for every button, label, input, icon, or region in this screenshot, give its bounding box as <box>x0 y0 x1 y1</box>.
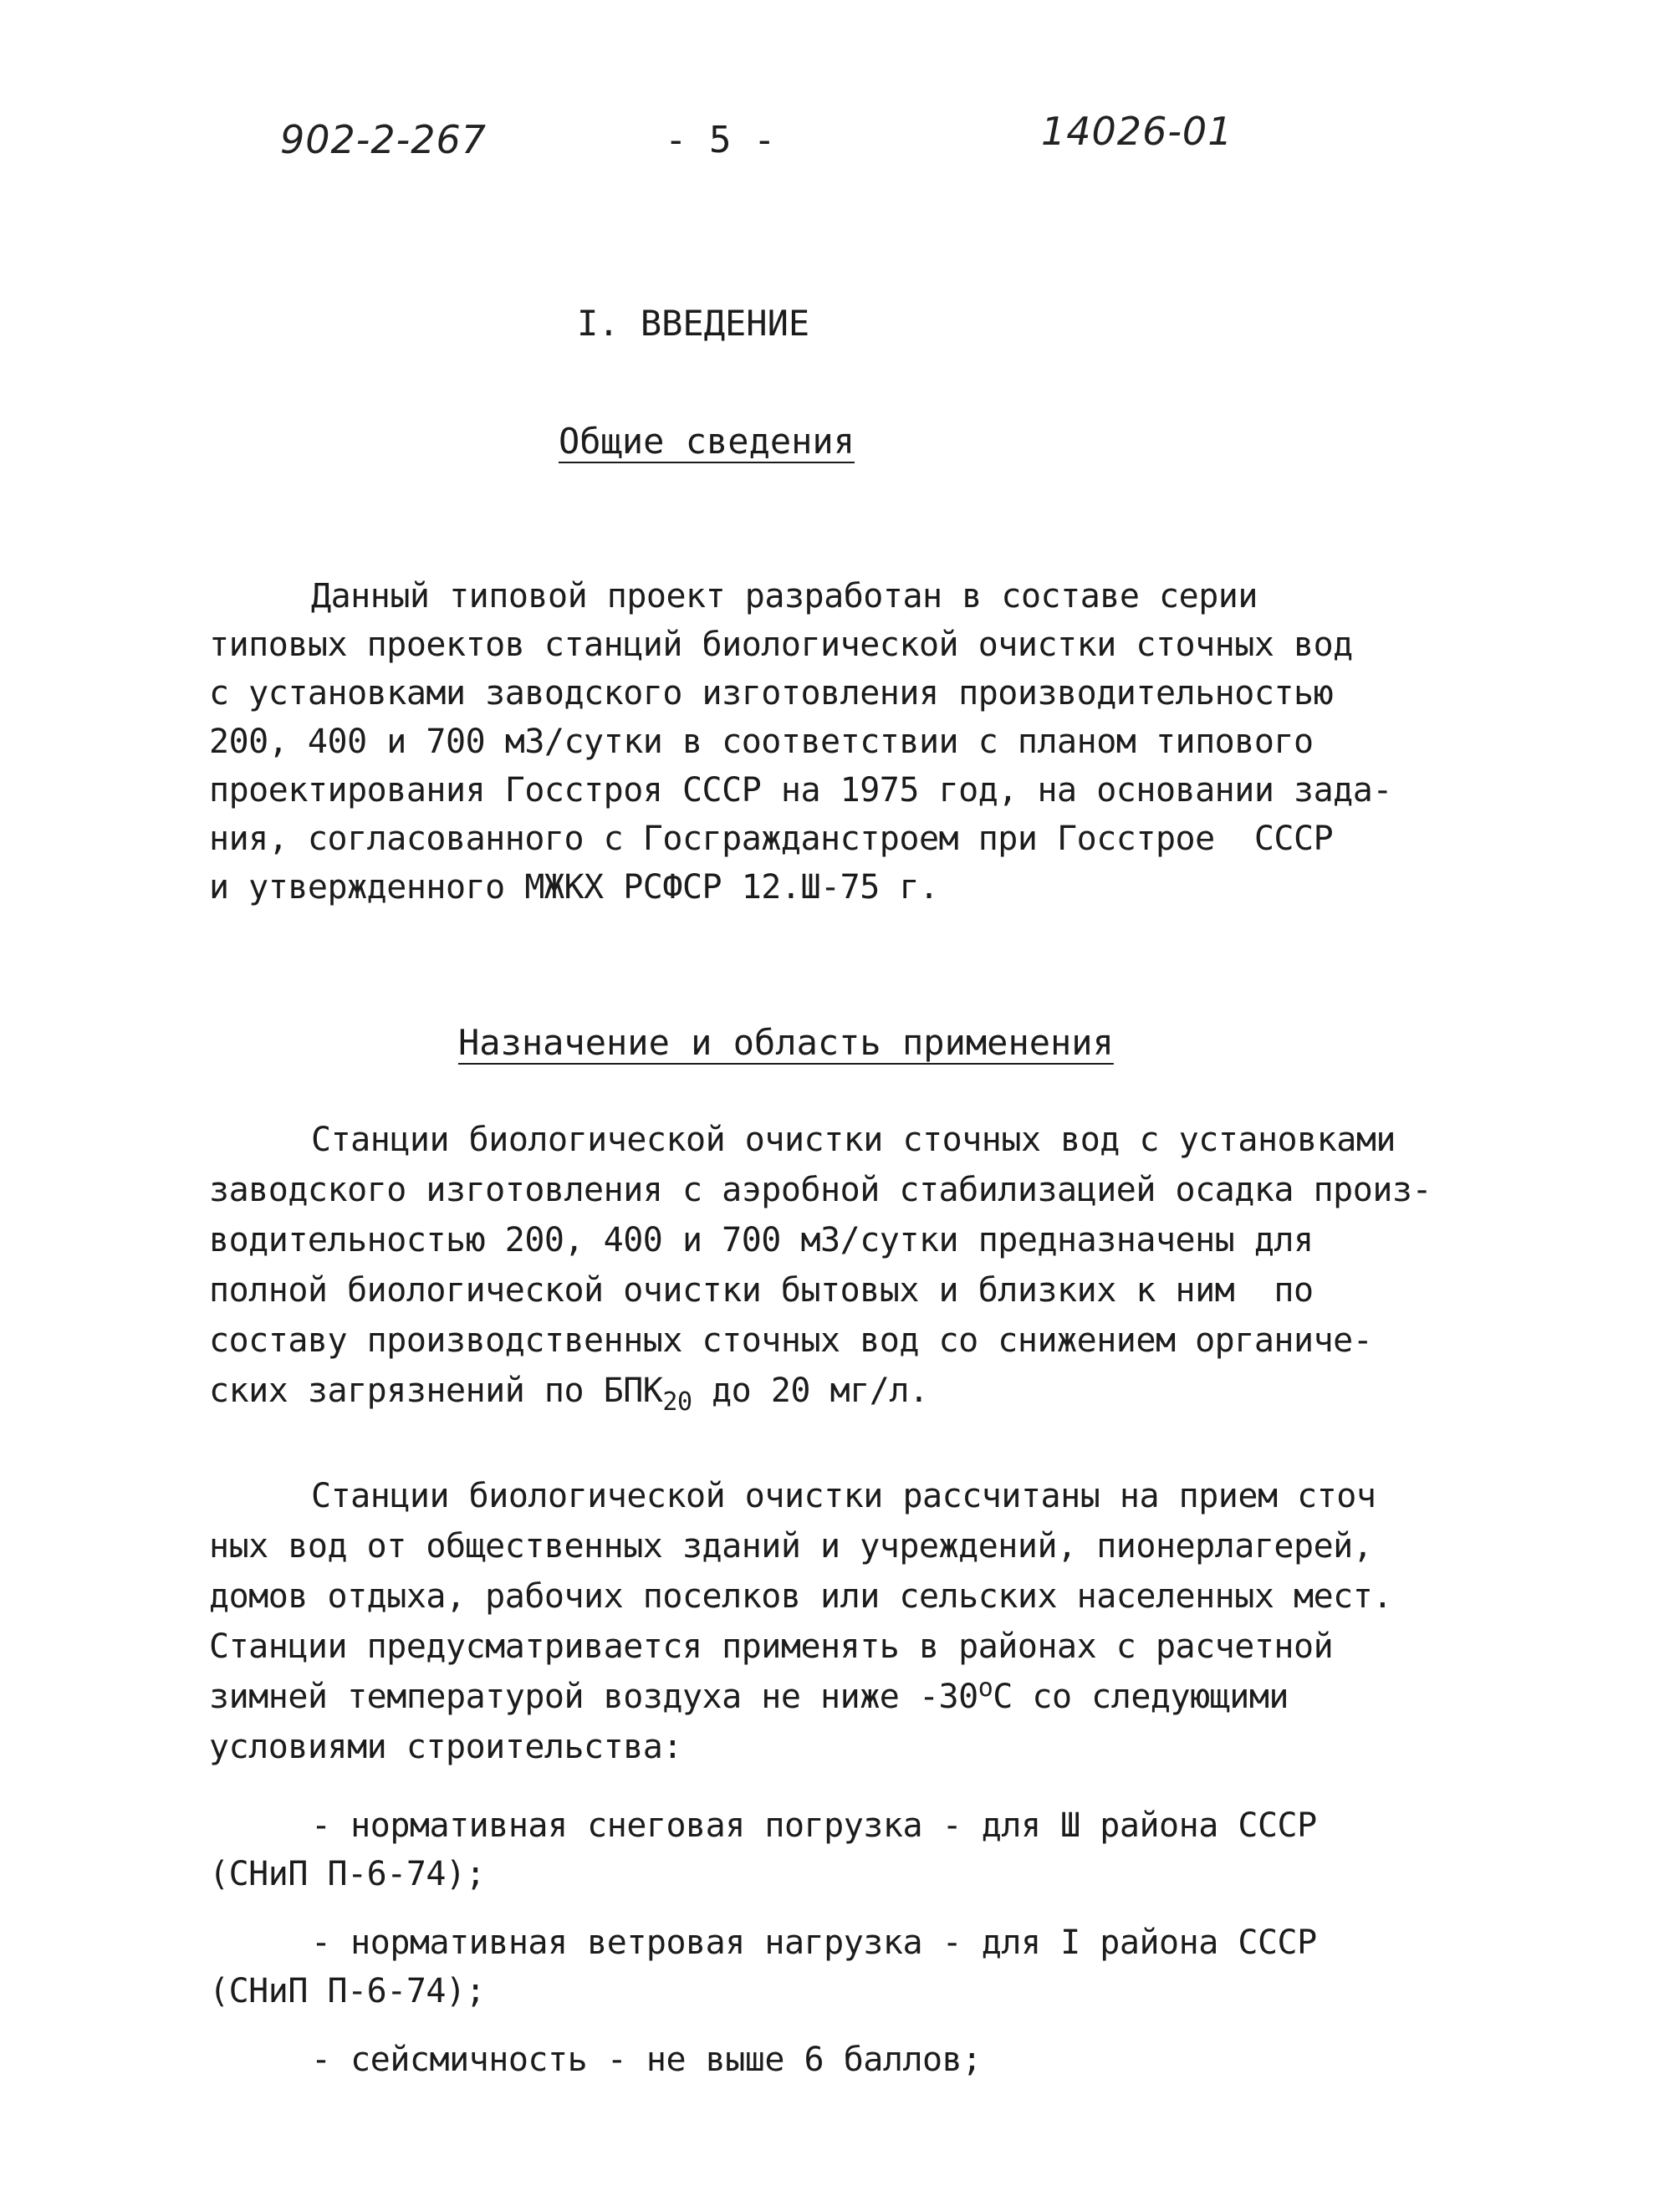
degree-superscript: о <box>978 1673 993 1703</box>
bpk-subscript: 20 <box>662 1387 692 1417</box>
purpose-line: домов отдыха, рабочих поселков или сельских населенных мест. <box>209 1577 1392 1616</box>
purpose-line: Станции предусматривается применять в районах с расчетной <box>209 1627 1334 1666</box>
general-line: проектирования Госстроя СССР на 1975 год, на основании зада- <box>209 771 1392 810</box>
purpose-line: Станции биологической очистки рассчитаны на прием сточ <box>311 1477 1376 1515</box>
purpose-line: условиями строительства: <box>209 1728 682 1766</box>
condition-item-wind: - нормативная ветровая нагрузка - для I района СССР <box>311 1923 1317 1962</box>
purpose-line-temperature <box>209 1673 1289 1716</box>
purpose-line: заводского изготовления с аэробной стабилизацией осадка произ- <box>209 1171 1432 1209</box>
document-code-left: 902-2-267 <box>280 117 487 162</box>
purpose-line: Станции биологической очистки сточных вод с установками <box>311 1121 1396 1159</box>
bpk-text-end: до 20 мг/л. <box>692 1372 929 1410</box>
document-code-right: 14026-01 <box>1041 109 1233 154</box>
page-number: - 5 - <box>665 119 776 161</box>
temperature-text-end: С со следующими <box>993 1678 1289 1716</box>
general-line: типовых проектов станций биологической очистки сточных вод <box>209 626 1353 664</box>
condition-item-snow-ref: (СНиП П-6-74); <box>209 1855 486 1893</box>
purpose-line: составу производственных сточных вод со снижением органиче- <box>209 1321 1373 1360</box>
general-line: и утвержденного МЖКХ РСФСР 12.Ш-75 г. <box>209 868 939 907</box>
general-heading: Общие сведения <box>559 421 855 462</box>
condition-item-snow: - нормативная снеговая погрузка - для Ш района СССР <box>311 1806 1317 1845</box>
general-line: 200, 400 и 700 м3/сутки в соответствии с планом типового <box>209 723 1314 761</box>
purpose-heading: Назначение и область применения <box>458 1022 1114 1063</box>
general-line: ния, согласованного с Госгражданстроем при Госстрое СССР <box>209 820 1334 858</box>
section-title: I. ВВЕДЕНИЕ <box>577 303 810 344</box>
condition-item-wind-ref: (СНиП П-6-74); <box>209 1972 486 2010</box>
condition-item-seismic: - сейсмичность - не выше 6 баллов; <box>311 2041 982 2079</box>
purpose-line: полной биологической очистки бытовых и близких к ним по <box>209 1271 1314 1310</box>
bpk-text: ских загрязнений по БПК <box>209 1372 663 1410</box>
temperature-text: зимней температурой воздуха не ниже -30 <box>209 1678 978 1716</box>
purpose-line-bpk <box>209 1372 929 1417</box>
purpose-line: водительностью 200, 400 и 700 м3/сутки предназначены для <box>209 1221 1314 1259</box>
general-line: с установками заводского изготовления производительностью <box>209 674 1334 713</box>
purpose-line: ных вод от общественных зданий и учреждений, пионерлагерей, <box>209 1527 1373 1566</box>
general-line: Данный типовой проект разработан в составе серии <box>311 577 1258 616</box>
